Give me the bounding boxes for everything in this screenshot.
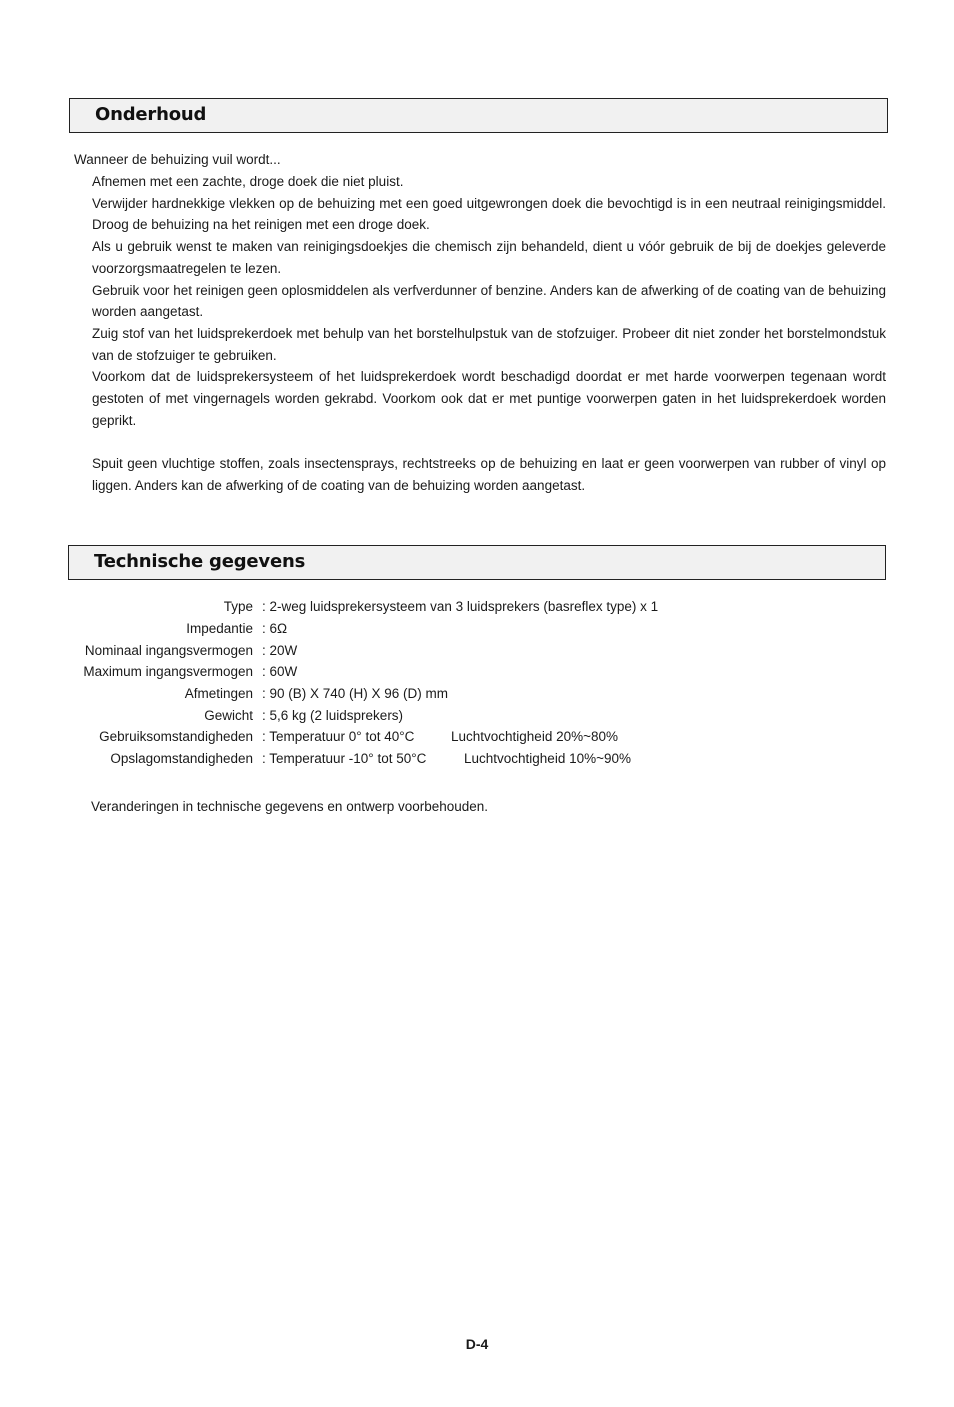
table-row: [62, 618, 658, 640]
paragraph: Spuit geen vluchtige stoffen, zoals insectensprays, rechtstreeks op de behuizing en laat er geen voorwerpen van rubber of vinyl op liggen. Anders kan de afwerking of de coating van de behuizing worden aangetast.: [92, 456, 886, 493]
spec-value: : 5,6 kg (2 luidsprekers): [262, 707, 404, 723]
table-row: [62, 726, 658, 748]
spec-label: Gebruiksomstandigheden: [99, 729, 253, 745]
spec-table: [62, 596, 658, 770]
spec-temperature: : Temperatuur -10° tot 50°C: [262, 751, 427, 767]
paragraph: Als u gebruik wenst te maken van reinigingsdoekjes die chemisch zijn behandeld, dient u vóór gebruik de bij de doekjes geleverde voorzorgsmaatregelen te lezen.: [92, 239, 886, 276]
spec-value: : 90 (B) X 740 (H) X 96 (D) mm: [262, 686, 449, 702]
spec-label: Opslagomstandigheden: [110, 751, 253, 767]
spec-temperature: : Temperatuur 0° tot 40°C: [262, 729, 415, 745]
paragraph: Verwijder hardnekkige vlekken op de behuizing met een goed uitgewrongen doek die bevochtigd is in een neutraal reinigingsmiddel. Droog de behuizing na het reinigen met een droge doek.: [92, 195, 886, 233]
spec-humidity: Luchtvochtigheid 20%~80%: [451, 729, 618, 745]
spec-value: [262, 726, 658, 748]
spec-label: Maximum ingangsvermogen: [83, 664, 253, 680]
spec-label: Nominaal ingangsvermogen: [84, 642, 253, 658]
paragraph: Voorkom dat de luidsprekersysteem of het luidsprekerdoek wordt beschadigd doordat er met harde voorwerpen tegenaan wordt gestoten of met vingernagels worden gekrabd. Voorkom ook dat er met puntige voorwerpen gaten in het luidsprekerdoek worden geprikt.: [92, 369, 886, 428]
maintenance-intro: Wanneer de behuizing vuil wordt...: [74, 152, 281, 167]
specs-note: Veranderingen in technische gegevens en ontwerp voorbehouden.: [91, 799, 489, 814]
table-row: [62, 596, 658, 618]
table-row: [62, 683, 658, 705]
table-row: [62, 639, 658, 661]
table-row: [62, 661, 658, 683]
spec-value: : 60W: [262, 664, 298, 680]
spec-label: Impedantie: [186, 621, 253, 637]
spec-label: Type: [223, 599, 253, 615]
page-number: [0, 1336, 954, 1352]
spec-label: Afmetingen: [184, 686, 253, 702]
section-header-onderhoud: [69, 98, 888, 133]
spec-value: : 6Ω: [262, 621, 288, 637]
spec-value: [262, 748, 658, 770]
paragraph: Zuig stof van het luidsprekerdoek met behulp van het borstelhulpstuk van de stofzuiger. Probeer dit niet zonder het borstelmondstuk van de stofzuiger te gebruiken.: [92, 325, 886, 363]
section-title: Technische gegevens: [94, 551, 306, 572]
table-row: [62, 748, 658, 770]
maintenance-paragraphs: [92, 171, 886, 497]
spec-value: : 2-weg luidsprekersysteem van 3 luidsprekers (basreflex type) x 1: [262, 599, 659, 615]
section-title: Onderhoud: [95, 104, 207, 125]
paragraph: Gebruik voor het reinigen geen oplosmiddelen als verfverdunner of benzine. Anders kan de afwerking of de coating van de behuizing worden aangetast.: [92, 282, 886, 320]
spec-label: Gewicht: [204, 707, 253, 723]
page-number-text: D-4: [465, 1336, 489, 1352]
paragraph: Afnemen met een zachte, droge doek die niet pluist.: [92, 174, 404, 189]
spec-humidity: Luchtvochtigheid 10%~90%: [464, 751, 631, 767]
section-header-technische-gegevens: [68, 545, 886, 580]
table-row: [62, 704, 658, 726]
spec-value: : 20W: [262, 642, 298, 658]
